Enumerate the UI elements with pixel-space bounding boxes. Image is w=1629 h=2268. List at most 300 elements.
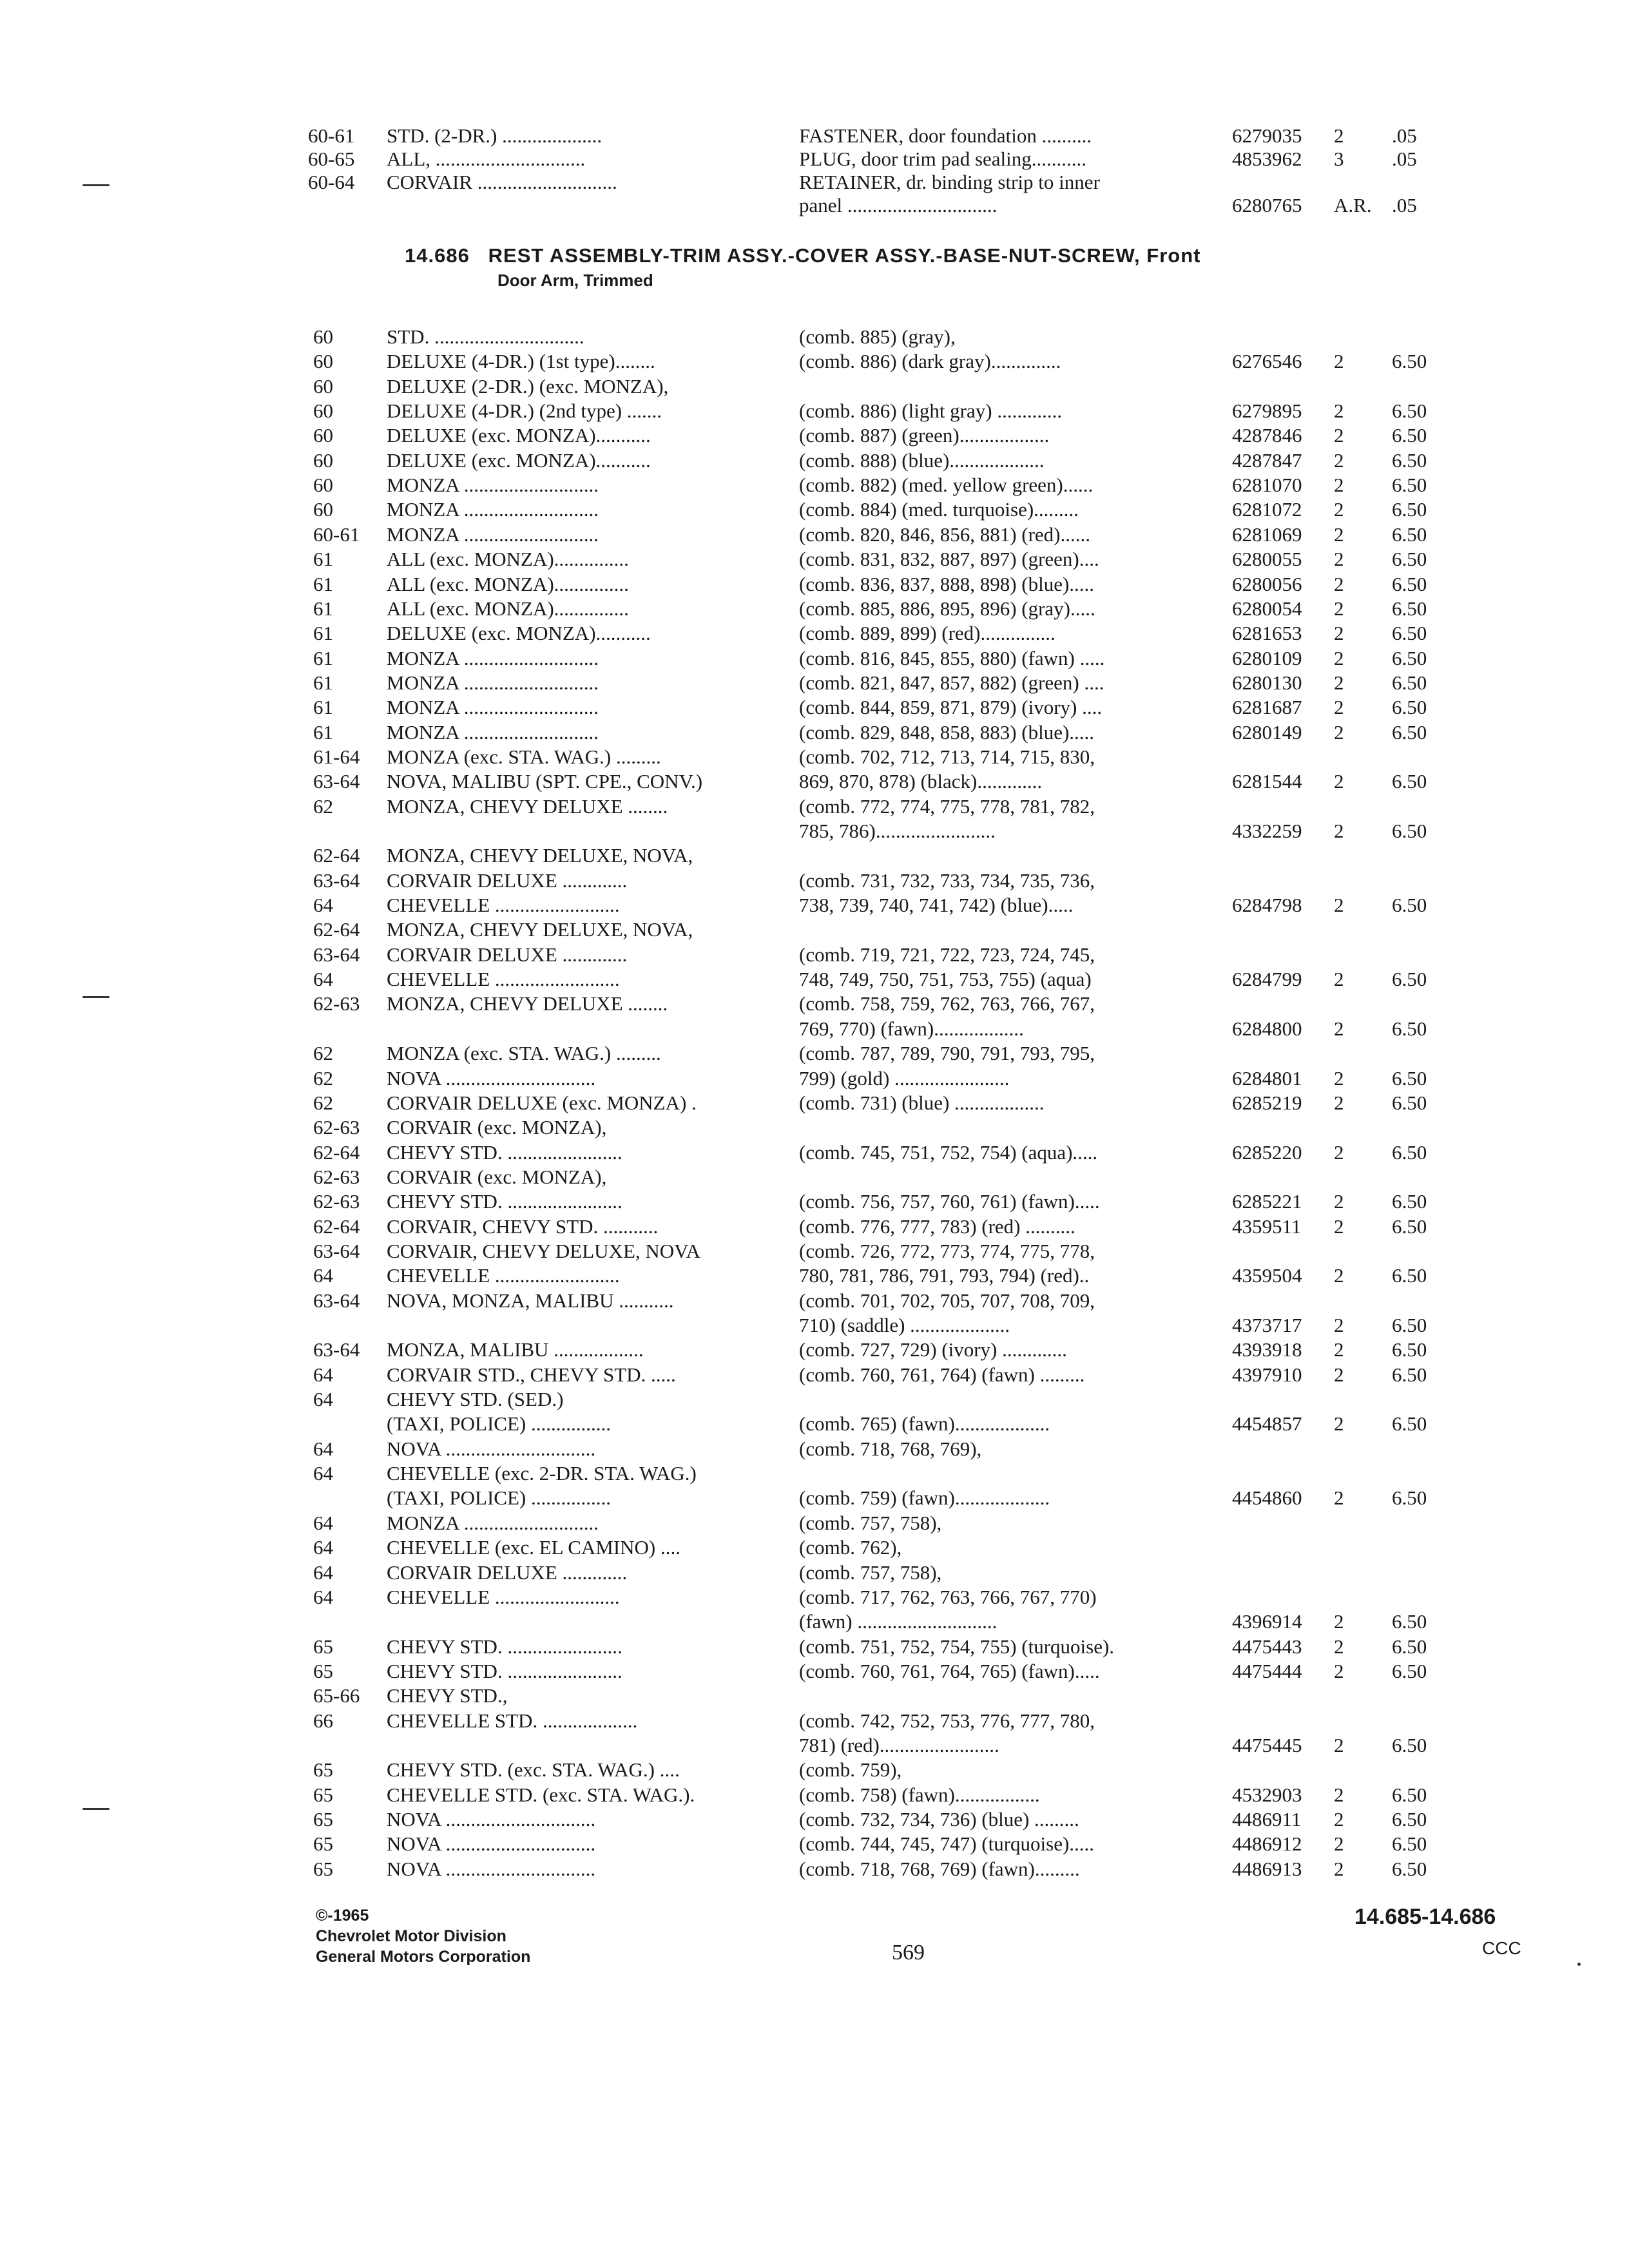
cell-desc: (comb. 889, 899) (red)............... xyxy=(799,622,1055,645)
cell-qty: 2 xyxy=(1334,1733,1344,1756)
table-row xyxy=(0,170,1629,195)
table-row xyxy=(0,1783,1629,1807)
cell-model: MONZA ........................... xyxy=(387,646,599,669)
table-row xyxy=(0,572,1629,597)
cell-price: 6.50 xyxy=(1392,1783,1427,1806)
table-row xyxy=(0,1684,1629,1708)
table-row xyxy=(0,720,1629,745)
cell-desc: (comb. 702, 712, 713, 714, 715, 830, xyxy=(799,745,1095,768)
cell-price: 6.50 xyxy=(1392,1808,1427,1831)
cell-model: CORVAIR DELUXE ............. xyxy=(387,869,628,892)
table-row xyxy=(0,671,1629,695)
cell-model: CORVAIR (exc. MONZA), xyxy=(387,1116,607,1139)
cell-model: DELUXE (4-DR.) (1st type)........ xyxy=(387,350,655,373)
cell-desc: (comb. 787, 789, 790, 791, 793, 795, xyxy=(799,1042,1095,1065)
cell-desc: (comb. 732, 734, 736) (blue) ......... xyxy=(799,1808,1079,1831)
cell-desc: (comb. 836, 837, 888, 898) (blue)..... xyxy=(799,572,1095,595)
table-row xyxy=(0,1387,1629,1412)
cell-qty: 2 xyxy=(1334,1486,1344,1510)
cell-model: CHEVELLE STD. ................... xyxy=(387,1709,638,1732)
table-row xyxy=(0,843,1629,868)
cell-year: 63-64 xyxy=(313,869,360,892)
cell-year: 65 xyxy=(313,1857,333,1880)
cell-year: 62 xyxy=(313,1066,333,1090)
cell-desc: 738, 739, 740, 741, 742) (blue)..... xyxy=(799,894,1074,917)
cell-desc: (comb. 885) (gray), xyxy=(799,325,956,348)
cell-price: 6.50 xyxy=(1392,1066,1427,1090)
cell-model: MONZA, CHEVY DELUXE ........ xyxy=(387,992,668,1015)
table-row xyxy=(0,1635,1629,1659)
cell-desc: panel .............................. xyxy=(799,194,998,216)
cell-price: 6.50 xyxy=(1392,720,1427,744)
copyright: ©-1965 xyxy=(316,1907,369,1925)
cell-qty: 3 xyxy=(1334,148,1344,170)
cell-year: 60-61 xyxy=(308,124,355,147)
cell-part: 6280054 xyxy=(1232,597,1302,620)
cell-desc: RETAINER, dr. binding strip to inner xyxy=(799,171,1100,193)
cell-price: 6.50 xyxy=(1392,1610,1427,1633)
table-row xyxy=(0,1239,1629,1264)
cell-model: NOVA, MONZA, MALIBU ........... xyxy=(387,1289,674,1312)
cell-part: 6284800 xyxy=(1232,1017,1302,1040)
cell-price: 6.50 xyxy=(1392,671,1427,694)
table-row xyxy=(0,893,1629,918)
cell-year: 62-63 xyxy=(313,1190,360,1213)
cell-part: 4287847 xyxy=(1232,448,1302,472)
cell-qty: 2 xyxy=(1334,1659,1344,1682)
table-row xyxy=(0,1511,1629,1535)
cell-year: 60 xyxy=(313,448,333,472)
table-row xyxy=(0,1140,1629,1165)
cell-model: MONZA, MALIBU .................. xyxy=(387,1338,644,1361)
cell-price: 6.50 xyxy=(1392,597,1427,620)
cell-part: 4475444 xyxy=(1232,1659,1302,1682)
cell-part: 4332259 xyxy=(1232,820,1302,842)
section-heading xyxy=(405,244,1200,268)
cell-model: MONZA, CHEVY DELUXE, NOVA, xyxy=(387,844,693,867)
table-row xyxy=(0,1486,1629,1510)
division-name: Chevrolet Motor Division xyxy=(316,1927,506,1945)
cell-model: ALL, .............................. xyxy=(387,148,586,170)
cell-model: CORVAIR, CHEVY DELUXE, NOVA xyxy=(387,1239,700,1262)
cell-desc: 710) (saddle) .................... xyxy=(799,1314,1010,1336)
cell-qty: 2 xyxy=(1334,1017,1344,1040)
cell-price: 6.50 xyxy=(1392,523,1427,546)
cell-model: MONZA, CHEVY DELUXE, NOVA, xyxy=(387,918,693,941)
cell-model: (TAXI, POLICE) ................ xyxy=(387,1412,611,1436)
cell-year: 63-64 xyxy=(313,1289,360,1312)
cell-model: (TAXI, POLICE) ................ xyxy=(387,1486,611,1510)
cell-model: MONZA ........................... xyxy=(387,671,599,694)
cell-desc: (comb. 829, 848, 858, 883) (blue)..... xyxy=(799,720,1095,744)
cell-qty: 2 xyxy=(1334,671,1344,694)
cell-desc: (comb. 745, 751, 752, 754) (aqua)..... xyxy=(799,1140,1098,1164)
cell-qty: 2 xyxy=(1334,572,1344,595)
table-row xyxy=(0,992,1629,1016)
section-range: 14.685-14.686 xyxy=(1354,1905,1496,1929)
table-row xyxy=(0,794,1629,819)
cell-part: 6280109 xyxy=(1232,646,1302,669)
cell-model: CORVAIR ............................ xyxy=(387,171,617,193)
cell-desc: (comb. 751, 752, 754, 755) (turquoise). xyxy=(799,1635,1115,1658)
cell-model: NOVA .............................. xyxy=(387,1808,596,1831)
cell-part: 4359511 xyxy=(1232,1215,1302,1238)
cell-year: 65 xyxy=(313,1635,333,1658)
table-row xyxy=(0,349,1629,374)
cell-year: 64 xyxy=(313,1264,333,1287)
table-row xyxy=(0,423,1629,448)
cell-model: NOVA .............................. xyxy=(387,1437,596,1460)
cell-desc: 769, 770) (fawn).................. xyxy=(799,1017,1024,1040)
cell-desc: (comb. 882) (med. yellow green)...... xyxy=(799,474,1094,497)
cell-year: 61 xyxy=(313,622,333,645)
cell-price: 6.50 xyxy=(1392,696,1427,719)
cell-price: 6.50 xyxy=(1392,1215,1427,1238)
cell-qty: 2 xyxy=(1334,1091,1344,1114)
cell-desc: (comb. 718, 768, 769), xyxy=(799,1437,982,1460)
cell-part: 4373717 xyxy=(1232,1314,1302,1336)
cell-price: 6.50 xyxy=(1392,1091,1427,1114)
cell-year: 60-61 xyxy=(313,523,360,546)
cell-part: 4475443 xyxy=(1232,1635,1302,1658)
cell-part: 4287846 xyxy=(1232,424,1302,447)
cell-year: 63-64 xyxy=(313,943,360,966)
cell-year: 62-64 xyxy=(313,1140,360,1164)
cell-year: 60 xyxy=(313,424,333,447)
cell-year: 64 xyxy=(313,1462,333,1485)
cell-price: 6.50 xyxy=(1392,622,1427,645)
cell-desc: (comb. 701, 702, 705, 707, 708, 709, xyxy=(799,1289,1095,1312)
cell-desc: (comb. 757, 758), xyxy=(799,1561,942,1584)
corporation-name: General Motors Corporation xyxy=(316,1948,531,1966)
table-row xyxy=(0,1733,1629,1758)
cell-year: 63-64 xyxy=(313,1239,360,1262)
cell-part: 4486912 xyxy=(1232,1832,1302,1856)
cell-model: CHEVY STD. ....................... xyxy=(387,1635,622,1658)
cell-year: 64 xyxy=(313,1536,333,1559)
cell-year: 61 xyxy=(313,597,333,620)
table-row xyxy=(0,1165,1629,1189)
table-row xyxy=(0,547,1629,572)
cell-price: 6.50 xyxy=(1392,968,1427,991)
cell-part: 6281070 xyxy=(1232,474,1302,497)
cell-desc: (comb. 831, 832, 887, 897) (green).... xyxy=(799,548,1099,571)
page-number: 569 xyxy=(892,1941,925,1965)
table-row xyxy=(0,943,1629,967)
cell-year: 64 xyxy=(313,1363,333,1386)
cell-qty: 2 xyxy=(1334,820,1344,842)
table-row xyxy=(0,621,1629,646)
table-row xyxy=(0,1289,1629,1313)
cell-model: NOVA .............................. xyxy=(387,1857,596,1880)
cell-model: CHEVELLE ......................... xyxy=(387,968,620,991)
cell-model: CHEVELLE (exc. EL CAMINO) .... xyxy=(387,1536,680,1559)
cell-model: CORVAIR DELUXE (exc. MONZA) . xyxy=(387,1091,697,1114)
cell-part: 6280056 xyxy=(1232,572,1302,595)
cell-year: 61 xyxy=(313,720,333,744)
table-row xyxy=(0,1041,1629,1066)
cell-part: 6281072 xyxy=(1232,498,1302,521)
cell-part: 6279895 xyxy=(1232,399,1302,423)
cell-price: 6.50 xyxy=(1392,894,1427,917)
cell-model: ALL (exc. MONZA)............... xyxy=(387,548,629,571)
table-row xyxy=(0,1363,1629,1387)
cell-model: STD. .............................. xyxy=(387,325,584,348)
cell-part: 4397910 xyxy=(1232,1363,1302,1386)
table-row xyxy=(0,1585,1629,1610)
table-row xyxy=(0,1115,1629,1140)
table-row xyxy=(0,1412,1629,1436)
table-row xyxy=(0,1189,1629,1214)
cell-qty: 2 xyxy=(1334,350,1344,373)
cell-year: 65 xyxy=(313,1783,333,1806)
cell-year: 64 xyxy=(313,1437,333,1460)
table-row xyxy=(0,819,1629,843)
cell-price: 6.50 xyxy=(1392,1857,1427,1880)
cell-model: DELUXE (exc. MONZA)........... xyxy=(387,622,651,645)
cell-year: 62-63 xyxy=(313,992,360,1015)
cell-model: CHEVELLE ......................... xyxy=(387,1264,620,1287)
cell-year: 64 xyxy=(313,968,333,991)
cell-model: DELUXE (exc. MONZA)........... xyxy=(387,424,651,447)
catalog-code: CCC xyxy=(1482,1938,1521,1958)
cell-part: 6280149 xyxy=(1232,720,1302,744)
cell-qty: 2 xyxy=(1334,894,1344,917)
cell-price: 6.50 xyxy=(1392,350,1427,373)
cell-desc: (comb. 772, 774, 775, 778, 781, 782, xyxy=(799,794,1095,818)
table-row xyxy=(0,124,1629,148)
cell-part: 4359504 xyxy=(1232,1264,1302,1287)
cell-year: 62 xyxy=(313,794,333,818)
table-row xyxy=(0,967,1629,992)
cell-qty: 2 xyxy=(1334,1412,1344,1436)
cell-desc: (comb. 887) (green).................. xyxy=(799,424,1050,447)
cell-qty: 2 xyxy=(1334,1610,1344,1633)
cell-price: 6.50 xyxy=(1392,548,1427,571)
cell-price: .05 xyxy=(1392,148,1417,170)
cell-part: 4393918 xyxy=(1232,1338,1302,1361)
table-row xyxy=(0,1535,1629,1560)
cell-model: MONZA ........................... xyxy=(387,474,599,497)
cell-model: CHEVY STD. ....................... xyxy=(387,1190,622,1213)
cell-year: 65-66 xyxy=(313,1684,360,1707)
cell-model: CHEVY STD. ....................... xyxy=(387,1140,622,1164)
cell-qty: 2 xyxy=(1334,124,1344,147)
table-row xyxy=(0,1610,1629,1634)
cell-desc: PLUG, door trim pad sealing........... xyxy=(799,148,1087,170)
table-row xyxy=(0,1066,1629,1091)
cell-desc: (comb. 886) (light gray) ............. xyxy=(799,399,1063,423)
cell-model: NOVA .............................. xyxy=(387,1832,596,1856)
cell-model: MONZA, CHEVY DELUXE ........ xyxy=(387,794,668,818)
cell-qty: 2 xyxy=(1334,1215,1344,1238)
cell-price: 6.50 xyxy=(1392,474,1427,497)
cell-part: 6279035 xyxy=(1232,124,1302,147)
cell-year: 64 xyxy=(313,1585,333,1608)
cell-year: 64 xyxy=(313,1561,333,1584)
table-row xyxy=(0,1758,1629,1782)
cell-year: 60 xyxy=(313,325,333,348)
table-row xyxy=(0,1264,1629,1288)
table-row xyxy=(0,1017,1629,1041)
cell-qty: 2 xyxy=(1334,1783,1344,1806)
cell-part: 6285221 xyxy=(1232,1190,1302,1213)
cell-qty: 2 xyxy=(1334,1857,1344,1880)
table-row xyxy=(0,646,1629,671)
cell-year: 64 xyxy=(313,1388,333,1411)
cell-part: 4486911 xyxy=(1232,1808,1302,1831)
cell-price: .05 xyxy=(1392,194,1417,216)
cell-part: 4475445 xyxy=(1232,1733,1302,1756)
table-row xyxy=(0,597,1629,621)
cell-year: 65 xyxy=(313,1659,333,1682)
cell-desc: (comb. 885, 886, 895, 896) (gray)..... xyxy=(799,597,1095,620)
cell-desc: FASTENER, door foundation .......... xyxy=(799,124,1092,147)
cell-part: 6284798 xyxy=(1232,894,1302,917)
cell-part: 6280765 xyxy=(1232,194,1302,216)
table-row xyxy=(0,1215,1629,1239)
cell-year: 62 xyxy=(313,1091,333,1114)
table-row xyxy=(0,325,1629,349)
binder-hole-mark xyxy=(82,996,110,998)
cell-year: 64 xyxy=(313,894,333,917)
cell-qty: 2 xyxy=(1334,622,1344,645)
cell-desc: (fawn) ............................ xyxy=(799,1610,998,1633)
cell-desc: (comb. 718, 768, 769) (fawn)......... xyxy=(799,1857,1080,1880)
table-row xyxy=(0,374,1629,399)
cell-part: 6284799 xyxy=(1232,968,1302,991)
table-row xyxy=(0,448,1629,473)
cell-desc: 785, 786)........................ xyxy=(799,820,996,842)
table-row xyxy=(0,497,1629,522)
cell-model: CHEVELLE ......................... xyxy=(387,894,620,917)
cell-year: 63-64 xyxy=(313,770,360,793)
cell-price: 6.50 xyxy=(1392,498,1427,521)
cell-part: 6281653 xyxy=(1232,622,1302,645)
cell-qty: 2 xyxy=(1334,720,1344,744)
cell-part: 6280130 xyxy=(1232,671,1302,694)
cell-desc: (comb. 744, 745, 747) (turquoise)..... xyxy=(799,1832,1095,1856)
cell-desc: (comb. 821, 847, 857, 882) (green) .... xyxy=(799,671,1104,694)
cell-price: 6.50 xyxy=(1392,1314,1427,1336)
cell-price: 6.50 xyxy=(1392,1486,1427,1510)
cell-year: 62-63 xyxy=(313,1116,360,1139)
table-row xyxy=(0,473,1629,497)
table-row xyxy=(0,769,1629,794)
table-row xyxy=(0,1091,1629,1115)
table-row xyxy=(0,147,1629,171)
cell-year: 61 xyxy=(313,696,333,719)
cell-year: 62-64 xyxy=(313,918,360,941)
cell-year: 60-64 xyxy=(308,171,355,193)
cell-part: 4486913 xyxy=(1232,1857,1302,1880)
cell-desc: (comb. 762), xyxy=(799,1536,902,1559)
table-row xyxy=(0,1313,1629,1338)
cell-price: 6.50 xyxy=(1392,1140,1427,1164)
cell-qty: 2 xyxy=(1334,1190,1344,1213)
cell-desc: (comb. 759) (fawn)................... xyxy=(799,1486,1050,1510)
cell-model: DELUXE (2-DR.) (exc. MONZA), xyxy=(387,374,669,398)
table-row xyxy=(0,1832,1629,1856)
cell-desc: 869, 870, 878) (black)............. xyxy=(799,770,1043,793)
cell-model: CHEVY STD., xyxy=(387,1684,508,1707)
cell-part: 6276546 xyxy=(1232,350,1302,373)
cell-desc: (comb. 758) (fawn)................. xyxy=(799,1783,1040,1806)
table-row xyxy=(0,1561,1629,1585)
cell-price: 6.50 xyxy=(1392,820,1427,842)
cell-model: MONZA ........................... xyxy=(387,1511,599,1534)
cell-desc: 780, 781, 786, 791, 793, 794) (red).. xyxy=(799,1264,1090,1287)
scan-speck xyxy=(1577,1963,1581,1966)
cell-price: 6.50 xyxy=(1392,1412,1427,1436)
cell-model: CHEVY STD. (SED.) xyxy=(387,1388,564,1411)
cell-desc: (comb. 717, 762, 763, 766, 767, 770) xyxy=(799,1585,1097,1608)
cell-part: 4454860 xyxy=(1232,1486,1302,1510)
table-row xyxy=(0,399,1629,423)
cell-model: CHEVY STD. (exc. STA. WAG.) .... xyxy=(387,1758,680,1782)
cell-model: NOVA .............................. xyxy=(387,1066,596,1090)
cell-desc: (comb. 888) (blue)................... xyxy=(799,448,1045,472)
cell-qty: 2 xyxy=(1334,448,1344,472)
cell-qty: 2 xyxy=(1334,1635,1344,1658)
cell-year: 64 xyxy=(313,1511,333,1534)
cell-model: CHEVY STD. ....................... xyxy=(387,1659,622,1682)
cell-desc: (comb. 884) (med. turquoise)......... xyxy=(799,498,1079,521)
cell-model: CORVAIR STD., CHEVY STD. ..... xyxy=(387,1363,676,1386)
cell-part: 4454857 xyxy=(1232,1412,1302,1436)
cell-price: 6.50 xyxy=(1392,1733,1427,1756)
table-row xyxy=(0,1709,1629,1733)
table-row xyxy=(0,869,1629,893)
cell-qty: 2 xyxy=(1334,399,1344,423)
cell-qty: 2 xyxy=(1334,597,1344,620)
cell-part: 6285219 xyxy=(1232,1091,1302,1114)
cell-year: 66 xyxy=(313,1709,333,1732)
cell-qty: 2 xyxy=(1334,548,1344,571)
cell-year: 61-64 xyxy=(313,745,360,768)
cell-qty: 2 xyxy=(1334,424,1344,447)
cell-model: MONZA (exc. STA. WAG.) ......... xyxy=(387,1042,661,1065)
cell-qty: 2 xyxy=(1334,474,1344,497)
binder-hole-mark xyxy=(82,184,110,186)
cell-desc: (comb. 776, 777, 783) (red) .......... xyxy=(799,1215,1075,1238)
cell-model: CHEVELLE STD. (exc. STA. WAG.). xyxy=(387,1783,695,1806)
cell-model: ALL (exc. MONZA)............... xyxy=(387,597,629,620)
cell-year: 61 xyxy=(313,671,333,694)
cell-year: 60 xyxy=(313,498,333,521)
cell-price: 6.50 xyxy=(1392,1832,1427,1856)
cell-qty: A.R. xyxy=(1334,194,1372,216)
cell-desc: (comb. 760, 761, 764) (fawn) ......... xyxy=(799,1363,1085,1386)
cell-price: 6.50 xyxy=(1392,1659,1427,1682)
cell-model: MONZA ........................... xyxy=(387,720,599,744)
cell-model: MONZA ........................... xyxy=(387,696,599,719)
cell-desc: (comb. 886) (dark gray).............. xyxy=(799,350,1061,373)
cell-part: 4396914 xyxy=(1232,1610,1302,1633)
cell-desc: 781) (red)........................ xyxy=(799,1733,999,1756)
cell-model: CORVAIR DELUXE ............. xyxy=(387,1561,628,1584)
cell-desc: (comb. 760, 761, 764, 765) (fawn)..... xyxy=(799,1659,1100,1682)
cell-price: 6.50 xyxy=(1392,646,1427,669)
cell-desc: (comb. 758, 759, 762, 763, 766, 767, xyxy=(799,992,1095,1015)
cell-model: DELUXE (exc. MONZA)........... xyxy=(387,448,651,472)
cell-year: 62-64 xyxy=(313,844,360,867)
cell-year: 61 xyxy=(313,646,333,669)
cell-qty: 2 xyxy=(1334,1066,1344,1090)
cell-desc: 748, 749, 750, 751, 753, 755) (aqua) xyxy=(799,968,1092,991)
table-row xyxy=(0,1461,1629,1486)
cell-desc: (comb. 731, 732, 733, 734, 735, 736, xyxy=(799,869,1095,892)
